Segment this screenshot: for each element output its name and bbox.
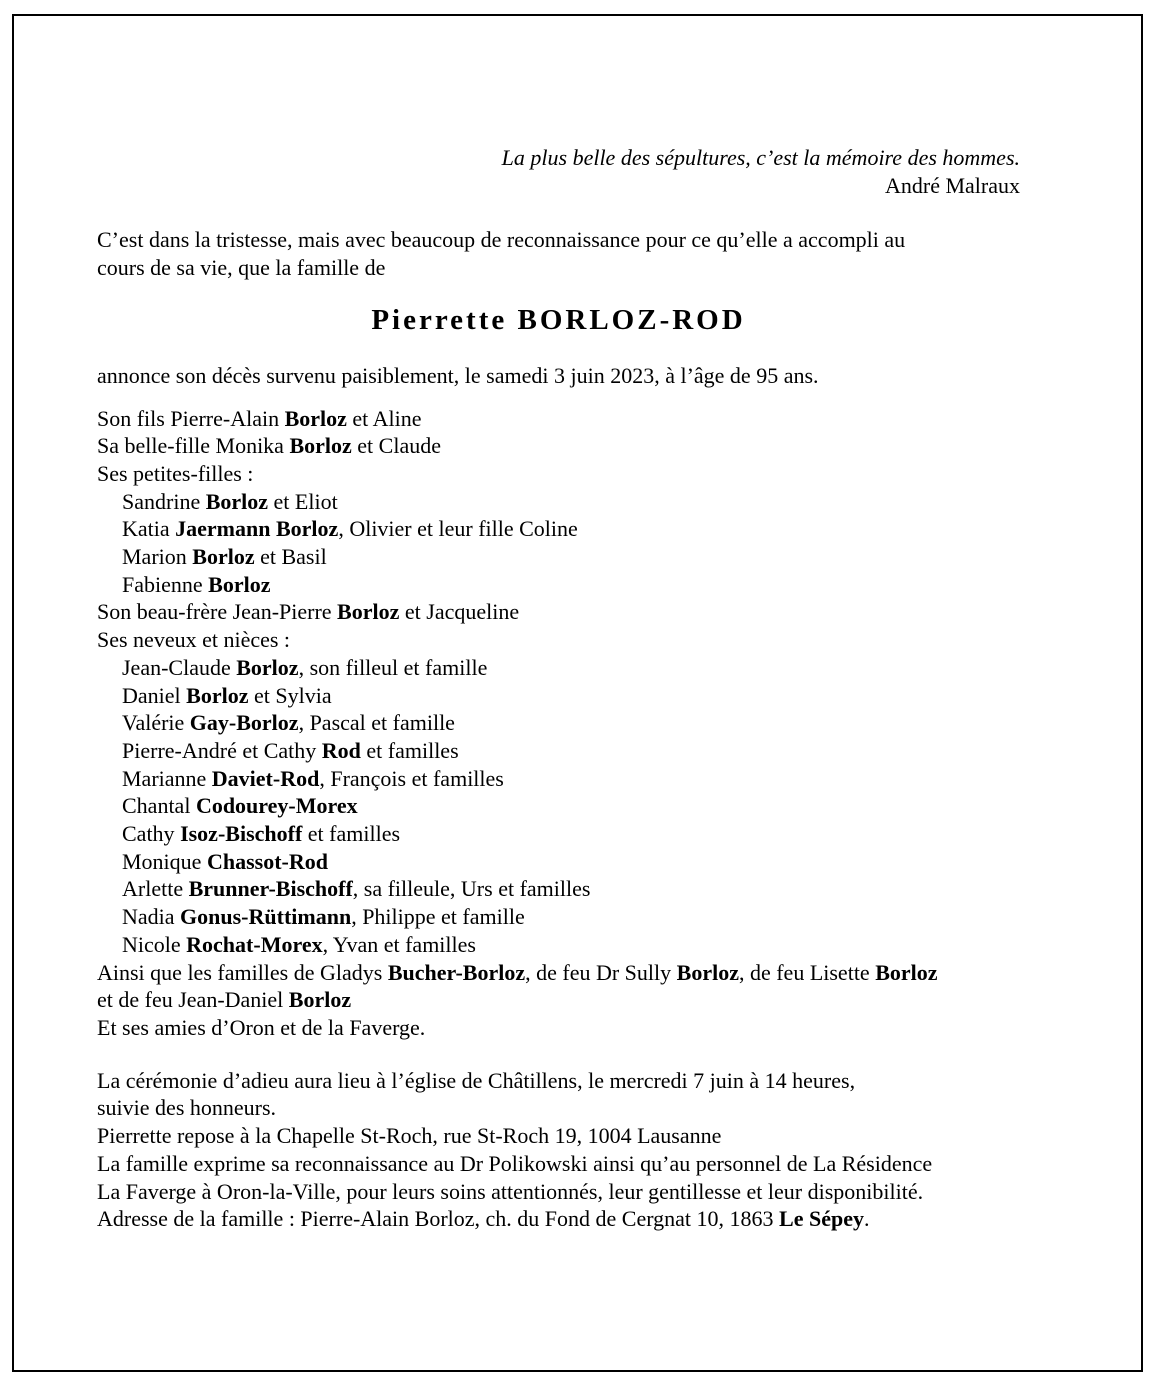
text-segment: et Aline	[346, 405, 422, 431]
text-line	[97, 571, 1020, 599]
text-line	[97, 1014, 1020, 1042]
text-segment: Ses petites-filles :	[97, 460, 254, 486]
surname-bold: Brunner-Bischoff	[188, 876, 353, 902]
quote-text: La plus belle des sépultures, c’est la mémoire des hommes.	[501, 145, 1020, 170]
text-line	[97, 626, 1020, 654]
surname-bold: Borloz	[676, 959, 739, 985]
text-segment: Fabienne	[122, 571, 209, 597]
text-segment: suivie des honneurs.	[97, 1095, 277, 1121]
text-line	[97, 432, 1020, 460]
text-segment: et de feu Jean-Daniel	[97, 987, 289, 1013]
text-segment: Sandrine	[122, 488, 206, 514]
text-line	[97, 792, 1020, 820]
text-segment: Marianne	[122, 765, 212, 791]
death-announcement: annonce son décès survenu paisiblement, le samedi 3 juin 2023, à l’âge de 95 ans.	[97, 362, 819, 388]
surname-bold: Gonus-Rüttimann	[180, 904, 352, 930]
text-segment: Sa belle-fille Monika	[97, 433, 290, 459]
surname-bold: Borloz	[284, 405, 347, 431]
text-segment: Chantal	[122, 793, 196, 819]
surname-bold: Borloz	[205, 488, 269, 514]
text-segment: Ses neveux et nièces :	[97, 627, 291, 653]
quote-block	[97, 144, 1020, 199]
text-segment: , sa filleule, Urs et familles	[352, 876, 591, 902]
text-line	[97, 1067, 1020, 1095]
text-segment: , Philippe et famille	[351, 904, 525, 930]
surname-bold: Borloz	[289, 433, 352, 459]
text-segment: , Yvan et familles	[322, 931, 476, 957]
document-content	[97, 16, 1020, 1233]
text-line	[97, 959, 1020, 987]
intro-line-1: C’est dans la tristesse, mais avec beaucoup de reconnaissance pour ce qu’elle a accompli au	[97, 227, 906, 253]
text-segment: Monique	[122, 848, 207, 874]
text-line	[97, 820, 1020, 848]
text-line	[97, 598, 1020, 626]
deceased-name: Pierrette BORLOZ-ROD	[371, 303, 746, 336]
text-line	[97, 986, 1020, 1014]
surname-bold: Borloz	[208, 571, 271, 597]
text-line	[97, 848, 1020, 876]
text-line	[97, 903, 1020, 931]
text-segment: La cérémonie d’adieu aura lieu à l’église de Châtillens, le mercredi 7 juin à 14 heures,	[97, 1067, 856, 1093]
surname-bold: Rod	[321, 737, 361, 763]
family-list	[97, 405, 1020, 1042]
text-segment: Et ses amies d’Oron et de la Faverge.	[97, 1014, 426, 1040]
text-segment: et Sylvia	[248, 682, 332, 708]
text-segment: Son fils Pierre-Alain	[97, 405, 285, 431]
text-line	[97, 515, 1020, 543]
text-segment: Katia	[122, 516, 176, 542]
text-line	[97, 1178, 1020, 1206]
text-segment: , Olivier et leur fille Coline	[338, 516, 578, 542]
text-line	[97, 709, 1020, 737]
text-segment: , Pascal et famille	[298, 710, 455, 736]
text-line	[97, 1122, 1020, 1150]
text-segment: Daniel	[122, 682, 187, 708]
text-segment: Cathy	[122, 821, 181, 847]
text-segment: Ainsi que les familles de Gladys	[97, 959, 388, 985]
text-segment: La famille exprime sa reconnaissance au Dr Polikowski ainsi qu’au personnel de La Résidence	[97, 1150, 933, 1176]
surname-bold: Borloz	[875, 959, 938, 985]
text-line	[97, 737, 1020, 765]
surname-bold: Gay-Borloz	[189, 710, 299, 736]
text-segment: et familles	[302, 821, 401, 847]
text-line	[97, 765, 1020, 793]
text-line	[97, 875, 1020, 903]
surname-bold: Le Sépey	[779, 1206, 864, 1232]
text-segment: , François et familles	[319, 765, 504, 791]
text-line	[97, 931, 1020, 959]
text-line	[97, 543, 1020, 571]
text-line	[97, 654, 1020, 682]
closing-block	[97, 1067, 1020, 1233]
text-segment: Pierre-André et Cathy	[122, 737, 322, 763]
intro-paragraph	[97, 226, 1020, 281]
text-segment: et familles	[360, 737, 459, 763]
text-segment: Son beau-frère Jean-Pierre	[97, 599, 338, 625]
surname-bold: Isoz-Bischoff	[180, 821, 303, 847]
text-line	[97, 682, 1020, 710]
text-segment: , de feu Lisette	[738, 959, 876, 985]
text-line	[97, 1150, 1020, 1178]
text-segment: Pierrette repose à la Chapelle St-Roch, rue St-Roch 19, 1004 Lausanne	[97, 1123, 722, 1149]
surname-bold: Borloz	[192, 544, 255, 570]
text-line	[97, 405, 1020, 433]
text-segment: Valérie	[122, 710, 190, 736]
text-segment: Nadia	[122, 904, 181, 930]
surname-bold: Jaermann Borloz	[175, 516, 339, 542]
surname-bold: Daviet-Rod	[211, 765, 320, 791]
surname-bold: Borloz	[288, 987, 352, 1013]
text-segment: et Claude	[351, 433, 441, 459]
surname-bold: Rochat-Morex	[186, 931, 323, 957]
text-segment: et Jacqueline	[399, 599, 520, 625]
surname-bold: Codourey-Morex	[195, 793, 358, 819]
intro-line-2: cours de sa vie, que la famille de	[97, 255, 386, 281]
text-segment: Marion	[122, 544, 193, 570]
text-segment: , son filleul et famille	[298, 654, 488, 680]
surname-bold: Chassot-Rod	[206, 848, 328, 874]
text-segment: Arlette	[122, 876, 189, 902]
surname-bold: Bucher-Borloz	[387, 959, 526, 985]
text-segment: Adresse de la famille : Pierre-Alain Borloz, ch. du Fond de Cergnat 10, 1863	[97, 1206, 780, 1232]
surname-bold: Borloz	[236, 654, 299, 680]
text-line	[97, 1205, 1020, 1233]
text-line	[97, 1094, 1020, 1122]
surname-bold: Borloz	[337, 599, 400, 625]
text-line	[97, 488, 1020, 516]
text-line	[97, 460, 1020, 488]
text-segment: et Basil	[254, 544, 327, 570]
text-segment: et Eliot	[268, 488, 338, 514]
text-segment: Nicole	[122, 931, 187, 957]
text-segment: , de feu Dr Sully	[525, 959, 677, 985]
text-segment: La Faverge à Oron-la-Ville, pour leurs soins attentionnés, leur gentillesse et leur disponibilité.	[97, 1178, 924, 1204]
page-border	[12, 14, 1143, 1372]
quote-attribution: André Malraux	[884, 172, 1020, 198]
surname-bold: Borloz	[186, 682, 249, 708]
text-segment: Jean-Claude	[122, 654, 237, 680]
text-segment: .	[864, 1206, 870, 1232]
